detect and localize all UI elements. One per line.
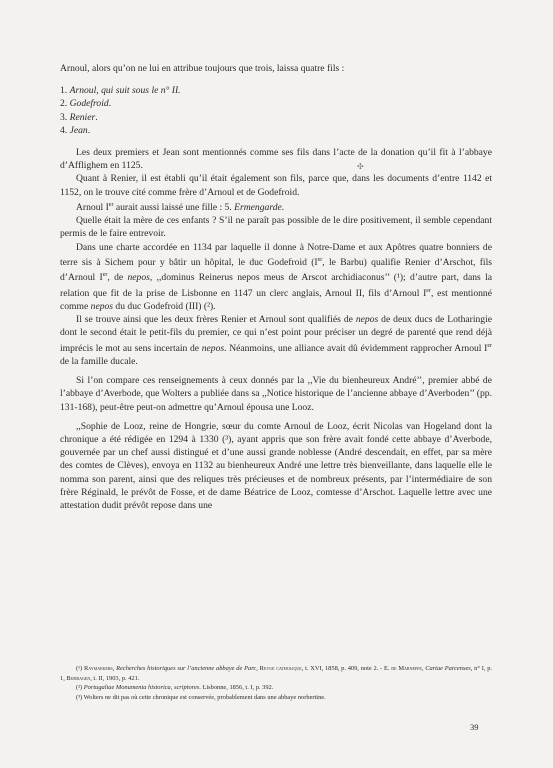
footnotes	[60, 664, 492, 702]
paragraph: Il se trouve ainsi que les deux frères Renier et Arnoul sont qualifiés de nepos de deux ducs de Lotharingie dont le second était le petit-fils du premier, ce qui n’est point pour préciser un degré de parenté que rend déjà imprécis le mot au sens incertain de nepos. Néanmoins, une alliance avait dû évidemment rapprocher Arnoul Ier de la famille ducale.	[60, 314, 493, 367]
paragraph: Quelle était la mère de ces enfants ? S’il ne paraît pas possible de le dire positivement, il semble cependant permis de le faire entrevoir.	[60, 215, 492, 240]
intro-paragraph: Arnoul, alors qu’on ne lui en attribue toujours que trois, laissa quatre fils :	[60, 63, 345, 74]
footnote: (²) Portugaliae Monumenta historica, scriptores. Lisbonne, 1856, t. I, p. 392.	[76, 684, 274, 692]
paragraph: Quant à Renier, il est établi qu’il était également son fils, parce que, dans les documents d’entre 1142 et 1152, on le trouve cité comme frère d’Arnoul et de Godefroid.	[60, 173, 492, 198]
page-number: 39	[470, 722, 479, 732]
main-text	[60, 62, 492, 512]
footnote: (³) Wolters ne dit pas où cette chronique est conservée, probablement dans une abbaye norbertine.	[76, 693, 326, 701]
paragraph: Dans une charte accordée en 1134 par laquelle il donne à Notre-Dame et aux Apôtres quatre bonniers de terre sis à Sichem pour y bâtir un hôpital, le duc Godefroid (Ier, le Barbu) qualifie Renier d’Arschot, fils d’Arnoul Ier, de nepos, ,,dominus Reinerus nepos meus de Arscot archidiaconus’’ (¹); d’autre part, dans la relation que fit de la prise de Lisbonne en 1147 un clerc anglais, Arnoul II, fils d’Arnoul Ier, est mentionné comme nepos du duc Godefroid (III) (²).	[60, 241, 492, 312]
paragraph: Si l’on compare ces renseignements à ceux donnés par la ,,Vie du bienheureux André’’, premier abbé de l’abbaye d’Averbode, que Wolters a publiée dans sa ,,Notice historique de l’ancienne abbaye d’Averboden’’ (pp. 131-168), peut-être peut-on admettre qu’Arnoul épousa une Looz.	[60, 375, 492, 413]
list-item: 4. Jean.	[60, 124, 91, 136]
list-item: 3. Renier.	[60, 111, 98, 123]
list-item: 2. Godefroid.	[60, 98, 112, 110]
paragraph: Les deux premiers et Jean sont mentionnés comme ses fils dans l’acte de la donation qu’il fit à l’abbaye d’Afflighem en 1125.	[60, 147, 492, 172]
footnote: (¹) Raymaekers, Recherches historiques sur l’ancienne abbaye de Parc, Revue catholique, t. XVI, 1858, p. 409, note 2. - E. de Marneffe, Cartae Parcenses, n° I, p. 1, Bijdragen, t. II, 1903, p. 421.	[60, 665, 492, 682]
sons-list	[60, 84, 492, 137]
ink-mark-icon: ✣	[357, 162, 364, 171]
paragraph: Arnoul Ier aurait aussi laissé une fille : 5. Ermengarde.	[76, 201, 285, 214]
paragraph: ,,Sophie de Looz, reine de Hongrie, sœur du comte Arnoul de Looz, écrit Nicolas van Hogeland dont la chronique a été rédigée en 1294 à 1330 (³), ayant appris que son frère avait fondé cette abbaye d’Averbode, gouvernée par un chef aussi distingué et d’une aussi grande noblesse (André descendait, en effet, par sa mère des comtes de Clèves), envoya en 1132 au bienheureux André une lettre très bienveillante, dans laquelle elle le nomma son parent, ainsi que des reliques très précieuses et de nombreux présents, par l’intermédiaire de son frère Réginald, le prévôt de Fosse, et de dame Béatrice de Looz, comtesse d’Arschot. Laquelle lettre avec une attestation dudit prévôt repose dans une	[60, 420, 492, 512]
list-item: 1. Arnoul, qui suit sous le n° II.	[60, 85, 181, 97]
